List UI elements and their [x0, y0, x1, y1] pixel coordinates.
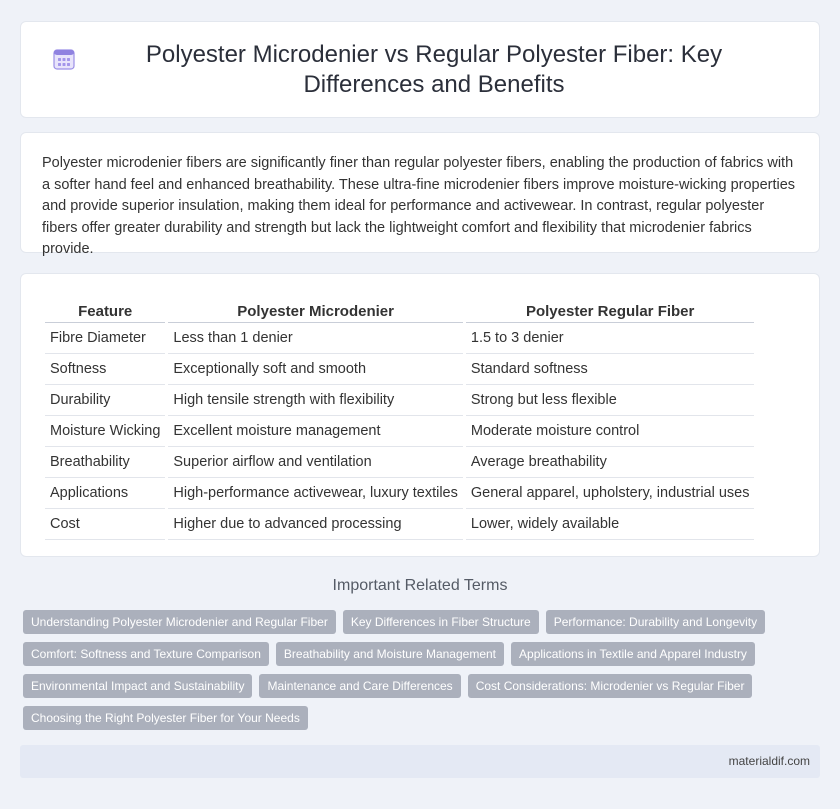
related-term-tag[interactable]: Choosing the Right Polyester Fiber for Your Needs	[23, 706, 308, 730]
regular-cell: 1.5 to 3 denier	[466, 323, 755, 354]
intro-card	[20, 132, 820, 257]
table-row	[45, 478, 754, 509]
comparison-table	[42, 296, 757, 540]
feature-cell: Moisture Wicking	[45, 416, 165, 447]
related-terms-list	[23, 610, 803, 730]
site-name[interactable]: materialdif.com	[728, 754, 810, 768]
feature-cell: Durability	[45, 385, 165, 416]
table-header-row	[45, 296, 754, 323]
regular-cell: Standard softness	[466, 354, 755, 385]
microdenier-cell: High tensile strength with flexibility	[168, 385, 462, 416]
table-row	[45, 354, 754, 385]
table-row	[45, 416, 754, 447]
related-term-tag[interactable]: Applications in Textile and Apparel Industry	[511, 642, 755, 666]
related-term-tag[interactable]: Comfort: Softness and Texture Comparison	[23, 642, 269, 666]
table-row	[45, 509, 754, 540]
table-row	[45, 447, 754, 478]
regular-cell: Strong but less flexible	[466, 385, 755, 416]
related-term-tag[interactable]: Maintenance and Care Differences	[259, 674, 460, 698]
page-title: Polyester Microdenier vs Regular Polyester Fiber: Key Differences and Benefits	[145, 40, 723, 98]
regular-cell: Average breathability	[466, 447, 755, 478]
regular-cell: General apparel, upholstery, industrial uses	[466, 478, 755, 509]
related-term-tag[interactable]: Cost Considerations: Microdenier vs Regular Fiber	[468, 674, 753, 698]
related-term-tag[interactable]: Performance: Durability and Longevity	[546, 610, 765, 634]
comparison-table-card	[20, 273, 820, 557]
related-term-tag[interactable]: Environmental Impact and Sustainability	[23, 674, 252, 698]
feature-cell: Fibre Diameter	[45, 323, 165, 354]
related-term-tag[interactable]: Understanding Polyester Microdenier and Regular Fiber	[23, 610, 336, 634]
table-row	[45, 323, 754, 354]
feature-cell: Softness	[45, 354, 165, 385]
microdenier-cell: Superior airflow and ventilation	[168, 447, 462, 478]
feature-cell: Cost	[45, 509, 165, 540]
microdenier-cell: Less than 1 denier	[168, 323, 462, 354]
column-header-microdenier: Polyester Microdenier	[168, 296, 462, 323]
header-card	[20, 21, 820, 118]
column-header-feature: Feature	[45, 296, 165, 323]
microdenier-cell: High-performance activewear, luxury textiles	[168, 478, 462, 509]
related-term-tag[interactable]: Key Differences in Fiber Structure	[343, 610, 539, 634]
related-term-tag[interactable]: Breathability and Moisture Management	[276, 642, 504, 666]
regular-cell: Lower, widely available	[466, 509, 755, 540]
regular-cell: Moderate moisture control	[466, 416, 755, 447]
microdenier-cell: Exceptionally soft and smooth	[168, 354, 462, 385]
column-header-regular: Polyester Regular Fiber	[466, 296, 755, 323]
feature-cell: Breathability	[45, 447, 165, 478]
table-row	[45, 385, 754, 416]
intro-paragraph: Polyester microdenier fibers are significantly finer than regular polyester fibers, enabling the production of fabrics with a softer hand feel and enhanced breathability. These ultra-fine microdenier fibers improve moisture-wicking properties and provide superior insulation, making them ideal for performance and activewear. In contrast, regular polyester fibers offer greater durability and strength but lack the lightweight comfort and flexibility that microdenier fabrics provide.	[42, 155, 796, 257]
microdenier-cell: Excellent moisture management	[168, 416, 462, 447]
footer-bar	[20, 745, 820, 778]
related-terms-heading: Important Related Terms	[332, 577, 508, 594]
feature-cell: Applications	[45, 478, 165, 509]
microdenier-cell: Higher due to advanced processing	[168, 509, 462, 540]
